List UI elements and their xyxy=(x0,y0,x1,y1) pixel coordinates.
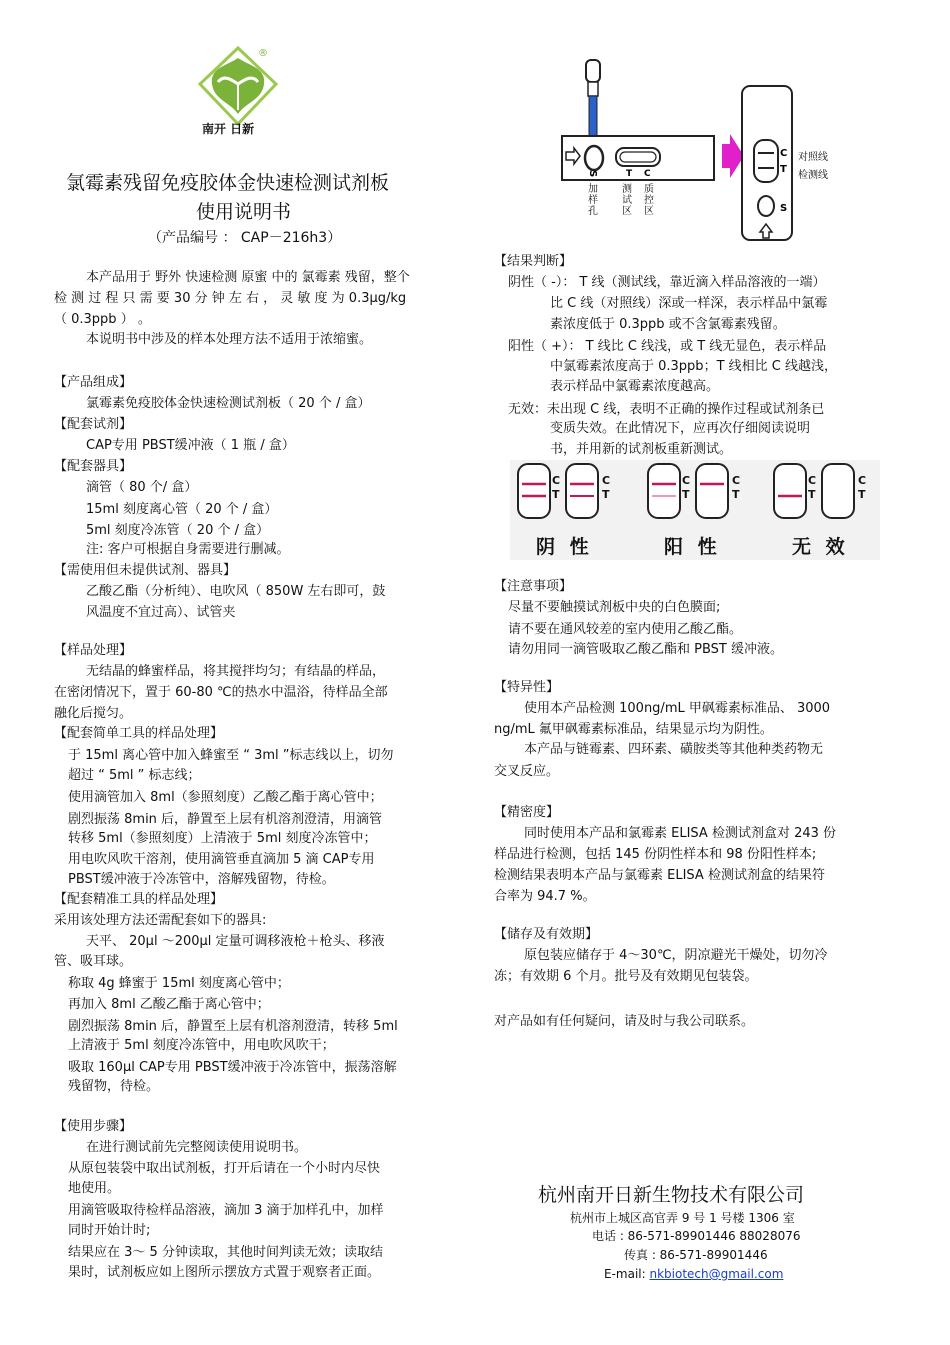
list-item: 风温度不宜过高）、试管夹 xyxy=(86,605,236,620)
strip-letter: T xyxy=(858,488,866,501)
section-heading-steps: 【使用步骤】 xyxy=(54,1119,133,1134)
doc-title-line1: 氯霉素残留免疫胶体金快速检测试剂板 xyxy=(66,172,390,194)
text-line: 原包装应储存于 4～30℃，阴凉避光干燥处，切勿冷 xyxy=(524,948,828,963)
doc-title-line2: 使用说明书 xyxy=(196,201,292,223)
text-line: 转移 5ml（参照刻度）上清液于 5ml 刻度冷冻管中； xyxy=(68,831,377,846)
svg-text:®: ® xyxy=(258,48,268,59)
svg-text:C: C xyxy=(644,169,651,179)
text-line: 天平、 20μl ～200μl 定量可调移液枪＋枪头、移液 xyxy=(86,934,385,949)
list-item: CAP专用 PBST缓冲液（ 1 瓶 / 盒） xyxy=(86,438,295,453)
text-line: 于 15ml 离心管中加入蜂蜜至 “ 3ml ”标志线以上，切勿 xyxy=(68,748,394,763)
text-line: 中氯霉素浓度高于 0.3ppb；T 线相比 C 线越浅， xyxy=(550,359,837,374)
text-line: 果时，试剂板应如上图所示摆放方式置于观察者正面。 xyxy=(68,1265,381,1280)
strip-letter: C xyxy=(858,474,867,487)
text-line: 残留物，待检。 xyxy=(68,1079,160,1094)
strip-letter: C xyxy=(682,474,691,487)
company-email-row xyxy=(604,1264,783,1284)
text-line: 用滴管吸取待检样品溶液，滴加 3 滴于加样孔中，加样 xyxy=(68,1203,384,1218)
text-line: 无效：未出现 C 线，表明不正确的操作过程或试剂条已 xyxy=(508,402,825,417)
company-address: 杭州市上城区高官弄 9 号 1 号楼 1306 室 xyxy=(570,1211,795,1225)
text-line: 冻；有效期 6 个月。批号及有效期见包装袋。 xyxy=(494,969,758,984)
svg-text:S: S xyxy=(587,170,598,178)
section-heading-notes: 【注意事项】 xyxy=(494,579,573,594)
label-control-zone: 质控区 xyxy=(644,184,654,217)
text-line: 采用该处理方法还需配套如下的器具: xyxy=(54,913,267,928)
label-test-line: 检测线 xyxy=(798,170,828,181)
strip-letter: C xyxy=(552,474,561,487)
strip-letter: C xyxy=(808,474,817,487)
strip-letter: C xyxy=(602,474,611,487)
text-line: 素浓度低于 0.3ppb 或不含氯霉素残留。 xyxy=(550,317,786,332)
text-line: 请不要在通风较差的室内使用乙酸乙酯。 xyxy=(508,622,743,637)
list-item: 5ml 刻度冷冻管（ 20 个 / 盒） xyxy=(86,523,270,538)
strip-letter: T xyxy=(682,488,690,501)
text-line: 管、吸耳球。 xyxy=(54,954,133,969)
text-line: 吸取 160μl CAP专用 PBST缓冲液于冷冻管中，振荡溶解 xyxy=(68,1060,397,1075)
text-line: 剧烈振荡 8min 后，静置至上层有机溶剂澄清，用滴管 xyxy=(68,812,383,827)
section-heading-simple: 【配套简单工具的样品处理】 xyxy=(54,726,224,741)
text-line: 检测结果表明本产品与氯霉素 ELISA 检测试剂盒的结果符 xyxy=(494,868,825,883)
text-line: 尽量不要触摸试剂板中央的白色膜面; xyxy=(508,600,721,615)
list-item: 乙酸乙酯（分析纯）、电吹风（ 850W 左右即可，鼓 xyxy=(86,584,386,599)
intro-line: （ 0.3ppb ） 。 xyxy=(54,312,151,327)
strip-letter: C xyxy=(732,474,741,487)
text-line: 用电吹风吹干溶剂，使用滴管垂直滴加 5 滴 CAP专用 xyxy=(68,852,375,867)
text-line: 超过 “ 5ml ” 标志线； xyxy=(68,768,201,783)
label-sample-well: 加样孔 xyxy=(588,184,598,217)
text-line: 本产品与链霉素、四环素、磺胺类等其他种类药物无 xyxy=(524,742,824,757)
section-heading-precise: 【配套精准工具的样品处理】 xyxy=(54,892,224,907)
text-line: 无结晶的蜂蜜样品，将其搅拌均匀；有结晶的样品， xyxy=(86,664,386,679)
list-item: 氯霉素免疫胶体金快速检测试剂板（ 20 个 / 盒） xyxy=(86,396,371,411)
label-negative: 阴 性 xyxy=(536,536,593,558)
label-control-line: 对照线 xyxy=(798,152,828,163)
text-line: 地使用。 xyxy=(68,1181,121,1196)
section-heading-specificity: 【特异性】 xyxy=(494,680,560,695)
logo-text: 南开 日新 xyxy=(202,122,255,136)
intro-line: 本说明书中涉及的样本处理方法不适用于浓缩蜜。 xyxy=(86,332,373,347)
text-line: 上清液于 5ml 刻度冷冻管中，用电吹风吹干； xyxy=(68,1038,335,1053)
section-heading-equipment: 【配套器具】 xyxy=(54,459,133,474)
text-line: 融化后搅匀。 xyxy=(54,706,133,721)
company-fax: 传真 : 86-571-89901446 xyxy=(624,1248,768,1262)
email-link[interactable]: nkbiotech@gmail.com xyxy=(649,1267,784,1281)
section-heading-reagents: 【配套试剂】 xyxy=(54,417,133,432)
svg-text:T: T xyxy=(626,169,633,179)
list-item: 15ml 刻度离心管（ 20 个 / 盒） xyxy=(86,502,278,517)
list-item: 注: 客户可根据自身需要进行删减。 xyxy=(86,542,290,557)
section-heading-results: 【结果判断】 xyxy=(494,254,573,269)
text-line: 从原包装袋中取出试剂板，打开后请在一个小时内尽快 xyxy=(68,1161,381,1176)
section-heading-not-provided: 【需使用但未提供试剂、器具】 xyxy=(54,563,237,578)
text-line: 再加入 8ml 乙酸乙酯于离心管中； xyxy=(68,997,270,1012)
email-label: E-mail: xyxy=(604,1267,646,1281)
text-line: 表示样品中氯霉素浓度越高。 xyxy=(550,379,720,394)
text-line: 在密闭情况下，置于 60-80 ℃的热水中温浴，待样品全部 xyxy=(54,685,388,700)
strip-letter: T xyxy=(808,488,816,501)
text-line: 书，并用新的试剂板重新测试。 xyxy=(550,442,733,457)
text-line: 称取 4g 蜂蜜于 15ml 刻度离心管中； xyxy=(68,976,290,991)
text-line: 阴性（ -）： T 线（测试线，靠近滴入样品溶液的一端） xyxy=(508,275,826,290)
company-phone: 电话 : 86-571-89901446 88028076 xyxy=(592,1229,801,1243)
test-strip-diagram xyxy=(550,56,840,246)
section-heading-composition: 【产品组成】 xyxy=(54,375,133,390)
section-heading-precision: 【精密度】 xyxy=(494,805,560,820)
text-line: 比 C 线（对照线）深或一样深，表示样品中氯霉 xyxy=(550,296,828,311)
label-positive: 阳 性 xyxy=(664,536,721,558)
company-logo xyxy=(196,44,292,142)
product-number: （产品编号 ： CAP－216h3） xyxy=(148,230,342,246)
text-line: 变质失效。在此情况下，应再次仔细阅读说明 xyxy=(550,421,811,436)
text-line: 使用滴管加入 8ml（参照刻度）乙酸乙酯于离心管中； xyxy=(68,790,383,805)
label-test-zone: 测试区 xyxy=(622,184,632,217)
text-line: 使用本产品检测 100ng/mL 甲砜霉素标准品、 3000 xyxy=(524,701,831,716)
text-line: 合率为 94.7 %。 xyxy=(494,889,596,904)
svg-text:S: S xyxy=(780,203,788,214)
svg-text:T: T xyxy=(780,164,787,175)
company-name: 杭州南开日新生物技术有限公司 xyxy=(538,1184,805,1206)
strip-letter: T xyxy=(552,488,560,501)
text-line: 样品进行检测，包括 145 份阴性样本和 98 份阳性样本; xyxy=(494,847,817,862)
arrow-magenta-icon xyxy=(722,134,744,178)
text-line: 交叉反应。 xyxy=(494,764,560,779)
text-line: ng/mL 氟甲砜霉素标准品，结果显示均为阴性。 xyxy=(494,722,773,737)
strip-letter: T xyxy=(732,488,740,501)
strip-letter: T xyxy=(602,488,610,501)
svg-text:C: C xyxy=(780,148,788,159)
result-strips-illustration xyxy=(510,460,880,560)
text-line: PBST缓冲液于冷冻管中，溶解残留物，待检。 xyxy=(68,872,335,887)
section-heading-storage: 【储存及有效期】 xyxy=(494,927,599,942)
text-line: 结果应在 3～ 5 分钟读取，其他时间判读无效；读取结 xyxy=(68,1245,383,1260)
intro-line: 本产品用于 野外 快速检测 原蜜 中的 氯霉素 残留，整个 xyxy=(86,270,410,285)
label-invalid: 无 效 xyxy=(792,536,849,558)
text-line: 请勿用同一滴管吸取乙酸乙酯和 PBST 缓冲液。 xyxy=(508,642,783,657)
contact-note: 对产品如有任何疑问，请及时与我公司联系。 xyxy=(494,1014,755,1029)
text-line: 同时使用本产品和氯霉素 ELISA 检测试剂盒对 243 份 xyxy=(524,826,837,841)
list-item: 滴管（ 80 个/ 盒） xyxy=(86,480,198,495)
text-line: 同时开始计时; xyxy=(68,1223,151,1238)
intro-line: 检 测 过 程 只 需 要 30 分 钟 左 右 ， 灵 敏 度 为 0.3μg/kg xyxy=(54,291,407,306)
text-line: 剧烈振荡 8min 后，静置至上层有机溶剂澄清，转移 5ml xyxy=(68,1019,398,1034)
section-heading-sample: 【样品处理】 xyxy=(54,643,133,658)
text-line: 在进行测试前先完整阅读使用说明书。 xyxy=(86,1140,308,1155)
text-line: 阳性（ +）： T 线比 C 线浅，或 T 线无显色，表示样品 xyxy=(508,339,827,354)
